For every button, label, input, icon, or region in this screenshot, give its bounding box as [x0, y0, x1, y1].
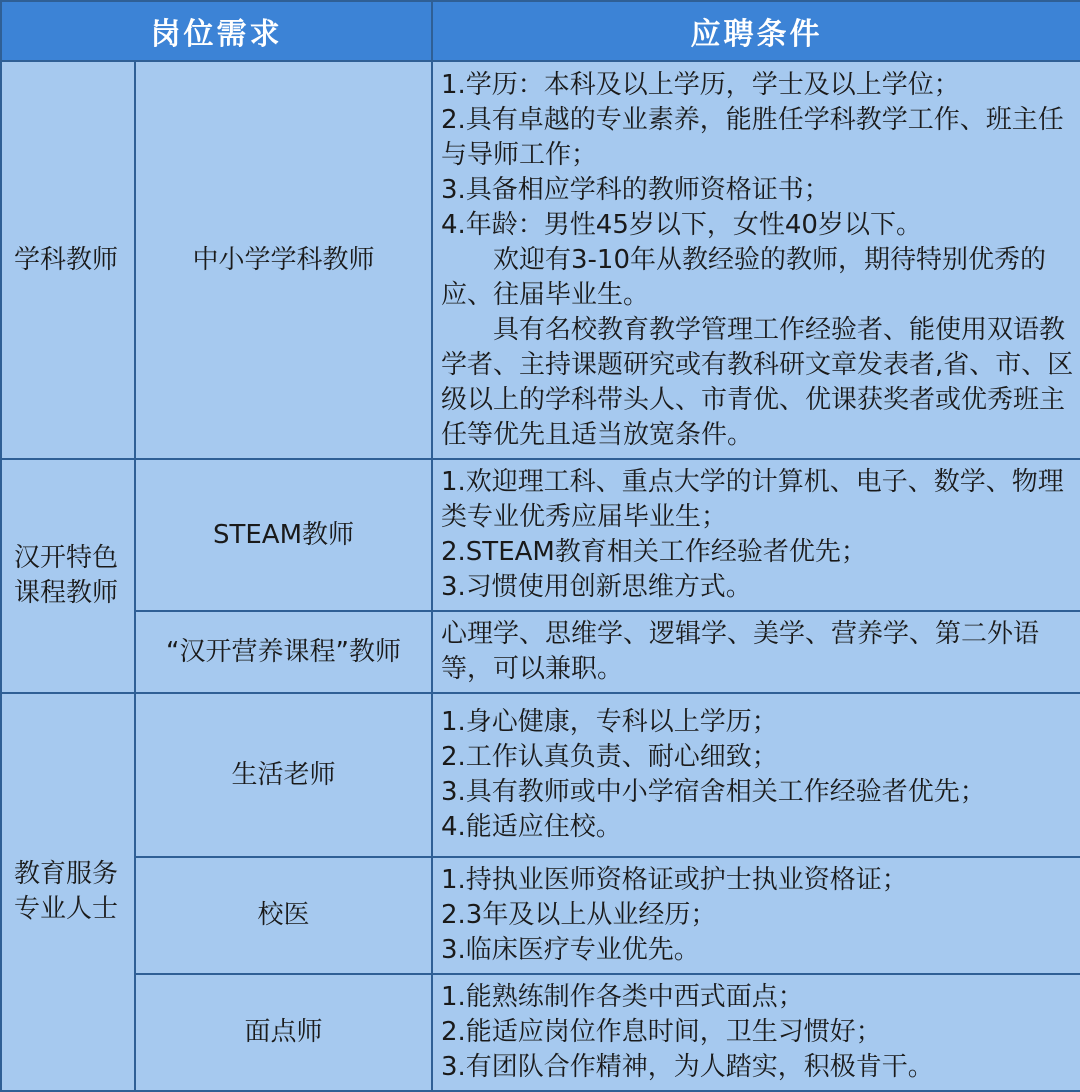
role-cell: 校医 [135, 857, 432, 974]
requirements-cell [432, 459, 1080, 611]
requirement-line: 2.具有卓越的专业素养，能胜任学科教学工作、班主任与导师工作； [441, 104, 1064, 170]
requirement-line: 3.具有教师或中小学宿舍相关工作经验者优先； [441, 777, 986, 807]
requirement-line: 1.学历：本科及以上学历，学士及以上学位； [441, 69, 960, 100]
table-row [1, 974, 1080, 1091]
requirement-line: 具有名校教育教学管理工作经验者、能使用双语教学者、主持课题研究或有教科研文章发表者,省、市、区级以上的学科带头人、市青优、优课获奖者或优秀班主任等优先且适当放宽条件。 [441, 314, 1074, 450]
requirements-cell [432, 61, 1080, 459]
header-position: 岗位需求 [1, 1, 432, 61]
requirement-line: 1.欢迎理工科、重点大学的计算机、电子、数学、物理类专业优秀应届毕业生； [441, 467, 1064, 532]
table-row [1, 459, 1080, 611]
requirement-line: 2.3年及以上从业经历； [441, 900, 717, 930]
requirement-line: 1.能熟练制作各类中西式面点； [441, 982, 804, 1012]
requirement-line: 3.习惯使用创新思维方式。 [441, 572, 752, 602]
category-cell: 学科教师 [1, 61, 135, 459]
requirement-line: 欢迎有3-10年从教经验的教师，期待特别优秀的应、往届毕业生。 [441, 244, 1047, 310]
header-requirements: 应聘条件 [432, 1, 1080, 61]
role-cell: 生活老师 [135, 693, 432, 857]
requirement-line: 1.身心健康，专科以上学历； [441, 707, 778, 737]
requirement-line: 2.STEAM教育相关工作经验者优先； [441, 537, 867, 567]
requirement-line: 2.工作认真负责、耐心细致； [441, 742, 778, 772]
requirement-line: 4.年龄：男性45岁以下，女性40岁以下。 [441, 209, 922, 240]
header-row [1, 1, 1080, 61]
table-row [1, 693, 1080, 857]
requirement-line: 1.持执业医师资格证或护士执业资格证； [441, 865, 908, 895]
requirement-line: 心理学、思维学、逻辑学、美学、营养学、第二外语等，可以兼职。 [441, 619, 1040, 684]
category-cell: 教育服务专业人士 [1, 693, 135, 1091]
table-row [1, 61, 1080, 459]
requirement-line: 3.有团队合作精神，为人踏实，积极肯干。 [441, 1052, 934, 1082]
category-cell: 汉开特色课程教师 [1, 459, 135, 693]
requirement-line: 3.临床医疗专业优先。 [441, 935, 700, 965]
role-cell: 中小学学科教师 [135, 61, 432, 459]
table-row [1, 857, 1080, 974]
requirement-line: 4.能适应住校。 [441, 812, 622, 842]
table-row [1, 611, 1080, 693]
requirements-cell [432, 693, 1080, 857]
role-cell: 面点师 [135, 974, 432, 1091]
requirements-cell [432, 857, 1080, 974]
requirement-line: 2.能适应岗位作息时间，卫生习惯好； [441, 1017, 882, 1047]
requirement-line: 3.具备相应学科的教师资格证书； [441, 174, 830, 205]
role-cell: STEAM教师 [135, 459, 432, 611]
requirements-cell [432, 974, 1080, 1091]
requirements-cell [432, 611, 1080, 693]
role-cell: “汉开营养课程”教师 [135, 611, 432, 693]
